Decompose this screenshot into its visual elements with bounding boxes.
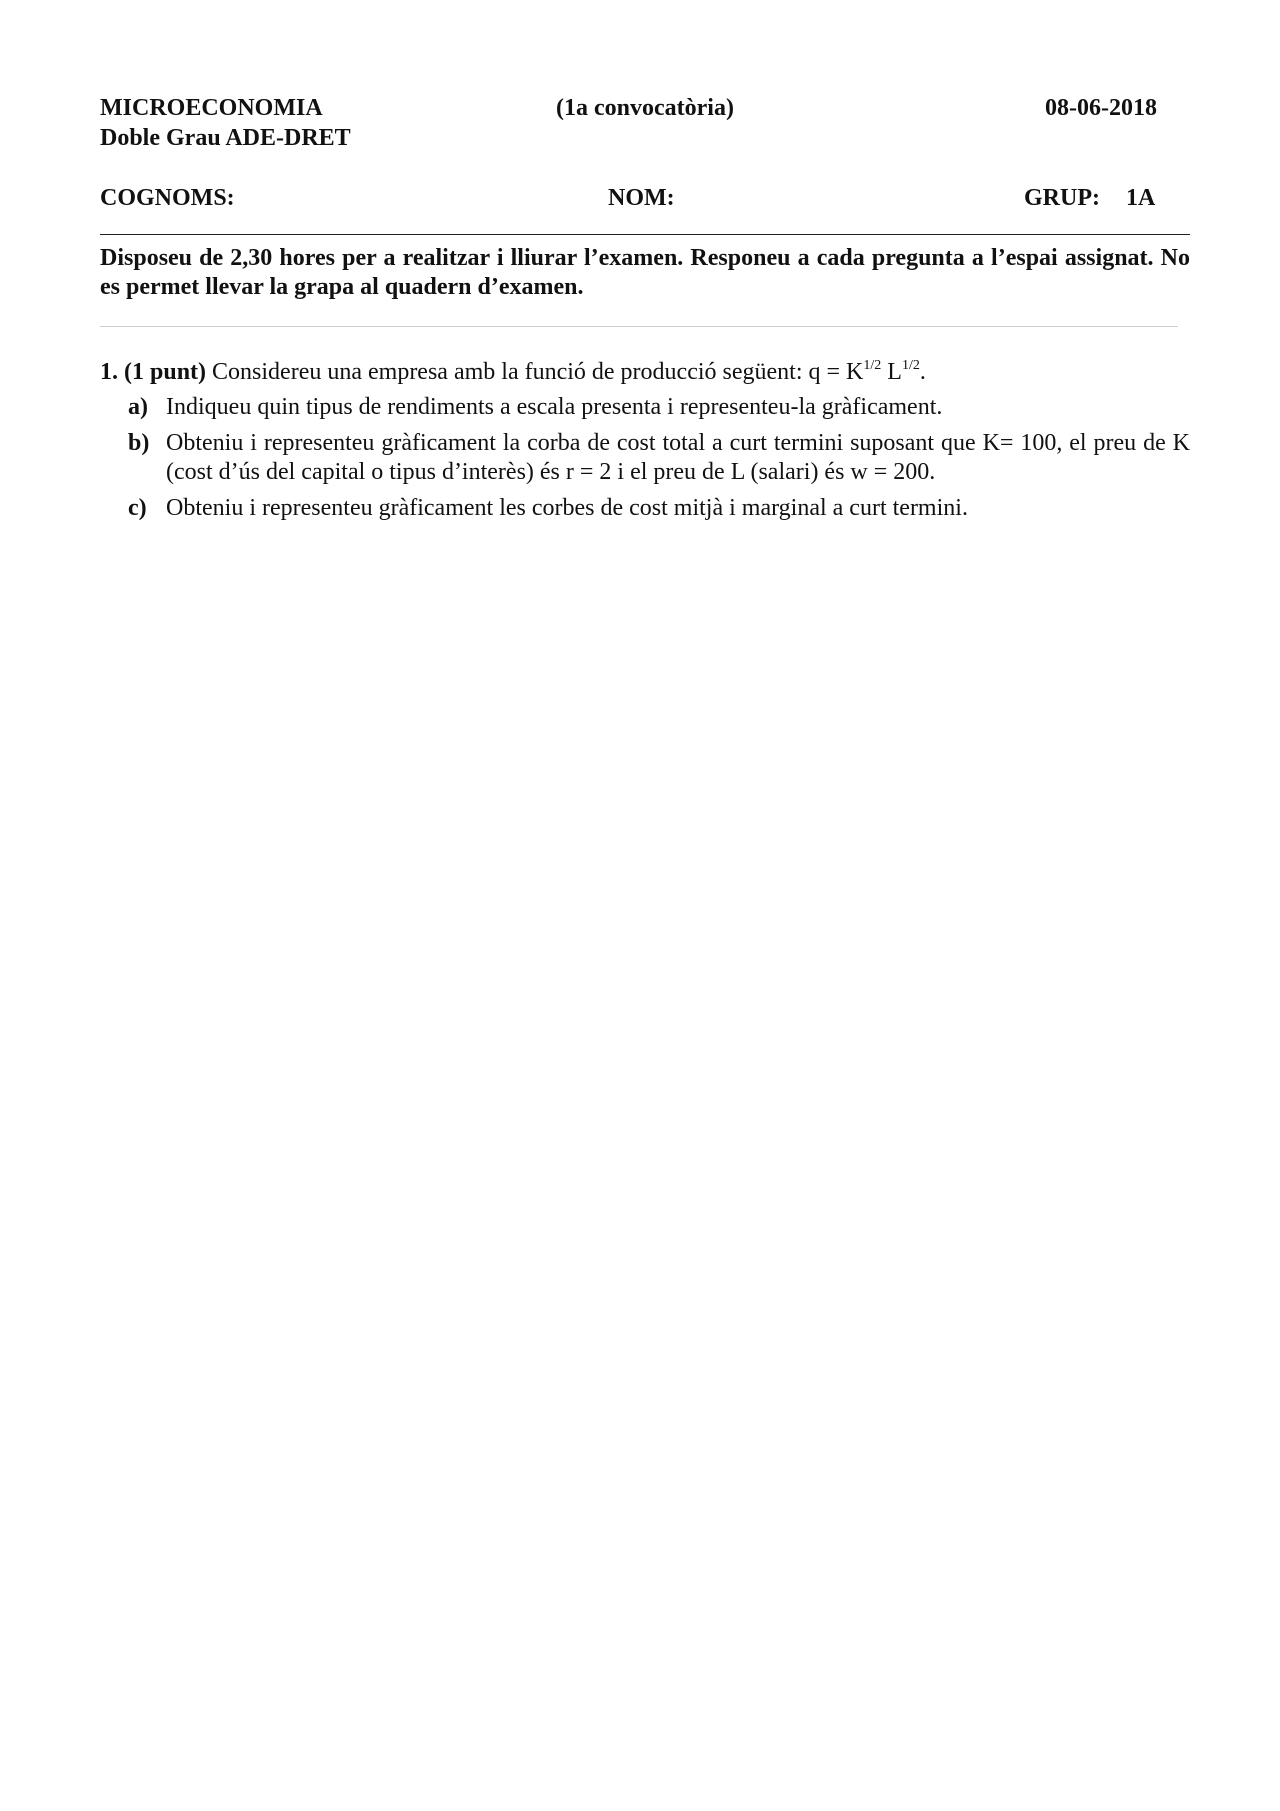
exam-session: (1a convocatòria) (556, 95, 734, 121)
part-label-b: b) (128, 430, 150, 456)
question-1-statement (100, 358, 1190, 387)
question-text-mid: L (881, 359, 902, 385)
surname-label: COGNOMS: (100, 185, 235, 211)
part-label-c: c) (128, 495, 147, 521)
group-value: 1A (1126, 185, 1156, 211)
part-label-a: a) (128, 394, 148, 420)
question-number: 1. (100, 359, 118, 385)
question-part-b (100, 429, 1190, 487)
question-1 (100, 358, 1190, 523)
course-title: MICROECONOMIA (100, 95, 323, 121)
exam-page (100, 0, 1190, 1811)
exponent-k: 1/2 (863, 358, 882, 373)
exam-date: 08-06-2018 (1045, 95, 1157, 121)
exponent-l: 1/2 (901, 358, 920, 373)
part-text-c: Obteniu i representeu gràficament les corbes de cost mitjà i marginal a curt termini. (166, 495, 968, 521)
question-text: Considereu una empresa amb la funció de producció següent: q = K (212, 359, 864, 385)
name-label: NOM: (608, 185, 675, 211)
question-points: (1 punt) (124, 359, 207, 385)
part-text-b: Obteniu i representeu gràficament la corba de cost total a curt termini suposant que K= 100, el preu de K (cost d’ús del capital o tipus d’interès) és r = 2 i el preu de L (salari) és w = 200. (166, 430, 1190, 485)
question-part-a (100, 393, 1190, 422)
question-part-c (100, 494, 1190, 523)
group-label: GRUP: (1024, 185, 1100, 211)
section-divider (100, 326, 1178, 327)
degree-name: Doble Grau ADE-DRET (100, 125, 351, 151)
question-text-end: . (919, 359, 926, 385)
exam-instructions: Disposeu de 2,30 hores per a realitzar i lliurar l’examen. Responeu a cada pregunta a l’espai assignat. No es permet llevar la grapa al quadern d’examen. (100, 245, 1190, 300)
header-divider (100, 234, 1190, 235)
part-text-a: Indiqueu quin tipus de rendiments a escala presenta i representeu-la gràficament. (166, 394, 943, 420)
